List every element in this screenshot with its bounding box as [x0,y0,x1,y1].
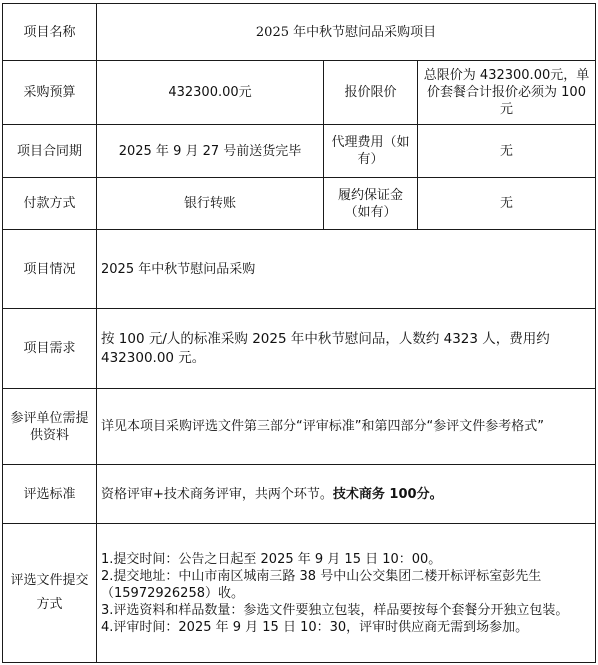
budget-value: 432300.00元 [97,61,324,125]
payment-value: 银行转账 [97,178,324,230]
demand-value: 按 100 元/人的标准采购 2025 年中秋节慰问品，人数约 4323 人，费用约 432300.00 元。 [97,309,596,389]
deposit-label: 履约保证金（如有） [324,178,418,230]
criteria-text: 资格评审+技术商务评审，共两个环节。 [101,486,333,502]
submission-label: 评选文件提交方式 [3,524,97,663]
agency-fee-label: 代理费用（如有） [324,125,418,178]
row-situation [3,230,596,309]
row-submission [3,524,596,663]
criteria-value [97,465,596,524]
situation-value: 2025 年中秋节慰问品采购 [97,230,596,309]
contract-period-label: 项目合同期 [3,125,97,178]
project-name-label: 项目名称 [3,4,97,61]
situation-label: 项目情况 [3,230,97,309]
submission-item: 4.评审时间：2025 年 9 月 15 日 10：30，评审时供应商无需到场参加。 [101,619,529,635]
contract-period-value: 2025 年 9 月 27 号前送货完毕 [97,125,324,178]
materials-label: 参评单位需提供资料 [3,389,97,465]
row-criteria [3,465,596,524]
row-budget [3,61,596,125]
row-payment [3,178,596,230]
row-contract-period [3,125,596,178]
payment-label: 付款方式 [3,178,97,230]
submission-item: 1.提交时间：公告之日起至 2025 年 9 月 15 日 10：00。 [101,551,442,567]
demand-label: 项目需求 [3,309,97,389]
price-limit-value: 总限价为 432300.00元，单价套餐合计报价必须为 100元 [418,61,596,125]
procurement-table [2,3,596,663]
deposit-value: 无 [418,178,596,230]
submission-item: 2.提交地址：中山市南区城南三路 38 号中山公交集团二楼开标评标室彭先生（15972926258）收。 [101,568,542,601]
row-demand [3,309,596,389]
row-project-name [3,4,596,61]
submission-item: 3.评选资料和样品数量：参选文件要独立包装，样品要按每个套餐分开独立包装。 [101,602,569,618]
agency-fee-value: 无 [418,125,596,178]
criteria-label: 评选标准 [3,465,97,524]
submission-value [97,524,596,663]
materials-value: 详见本项目采购评选文件第三部分“评审标准”和第四部分“参评文件参考格式” [97,389,596,465]
criteria-bold-text: 技术商务 100分。 [332,486,443,502]
budget-label: 采购预算 [3,61,97,125]
price-limit-label: 报价限价 [324,61,418,125]
project-name-value: 2025 年中秋节慰问品采购项目 [97,4,596,61]
row-materials [3,389,596,465]
